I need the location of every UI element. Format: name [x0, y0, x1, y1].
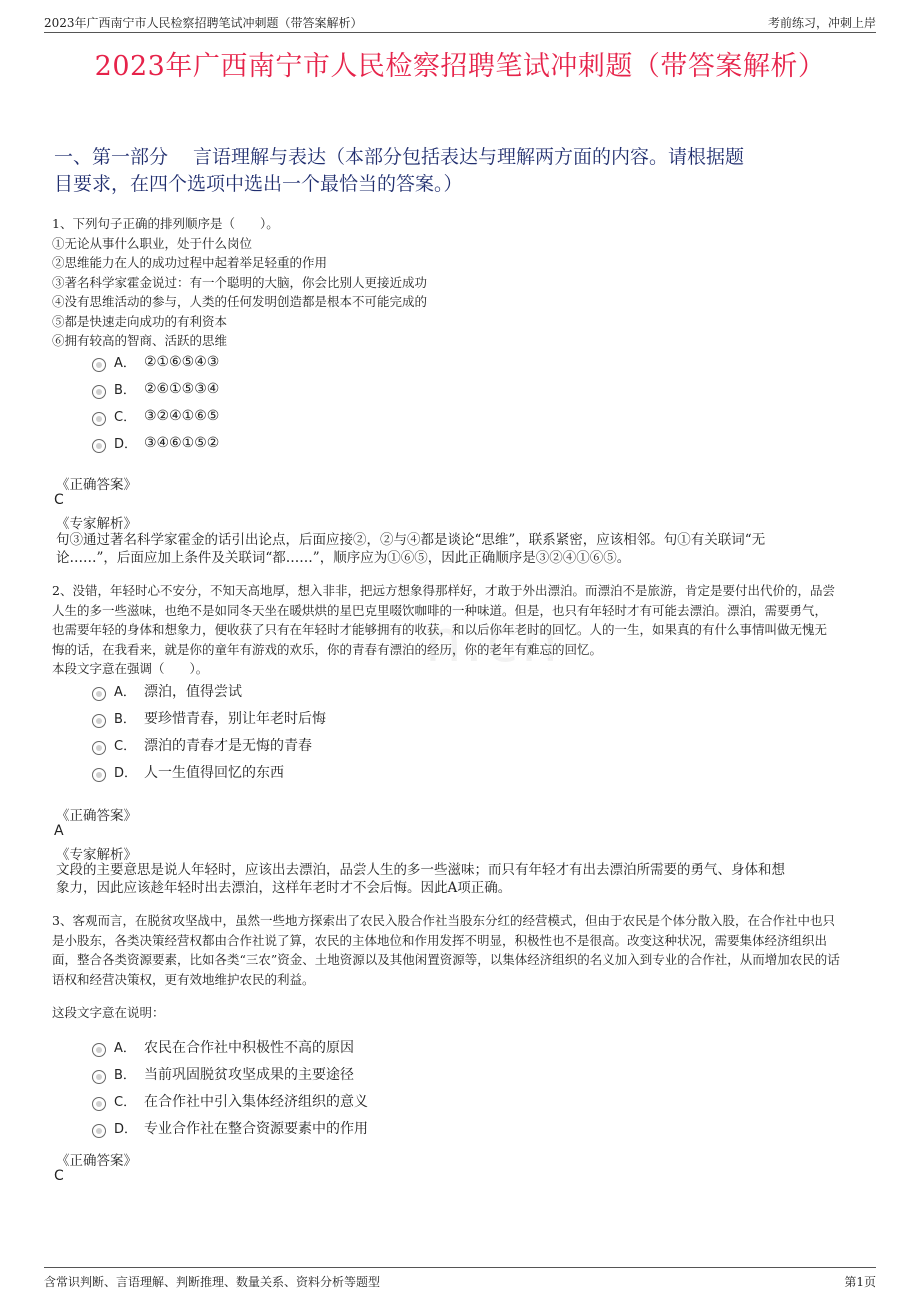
radio-icon[interactable] [92, 714, 106, 728]
page-number: 第1页 [844, 1275, 876, 1289]
correct-answer: A [54, 823, 64, 839]
radio-icon[interactable] [92, 687, 106, 701]
analysis-label: 《专家解析》 [56, 516, 137, 532]
q2-options [92, 677, 326, 785]
question-stem: 也需要年轻的身体和想象力，便收获了只有在年轻时才能够拥有的收获，和以后你年老时的回忆。人的一生，如果真的有什么事情叫做无愧无 [52, 622, 828, 637]
option-a[interactable]: A． ②①⑥⑤④③ [92, 348, 219, 375]
option-b[interactable]: B． ②⑥①⑤③④ [92, 375, 219, 402]
analysis-text: 句③通过著名科学家霍金的话引出论点，后面应接②，②与④都是谈论“思维”，联系紧密，应该相邻。句①有关联词“无 论……”，后面应加上条件及关联词“都……”，顺序应为①⑥⑤，因此正确顺序是③②④①⑥⑤。 [56, 532, 766, 566]
option-c[interactable]: C． 漂泊的青春才是无悔的青春 [92, 731, 326, 758]
question-2 [52, 581, 864, 679]
sentence-item: ⑤都是快速走向成功的有利资本 [52, 313, 228, 329]
radio-icon[interactable] [92, 741, 106, 755]
question-stem: 是小股东，各类决策经营权都由合作社说了算，农民的主体地位和作用发挥不明显，积极性也不是很高。改变这种状况，需要集体经济组织出 [52, 932, 828, 948]
section-heading-line: 一、第一部分 言语理解与表达（本部分包括表达与理解两方面的内容。请根据题 [54, 146, 745, 168]
answer-label: 《正确答案》 [56, 477, 137, 493]
option-d[interactable]: D． 专业合作社在整合资源要素中的作用 [92, 1114, 368, 1141]
section-heading [54, 144, 864, 198]
page-footer [44, 1267, 876, 1292]
radio-icon[interactable] [92, 385, 106, 399]
radio-icon[interactable] [92, 412, 106, 426]
sentence-item: ③著名科学家霍金说过：有一个聪明的大脑，你会比别人更接近成功 [52, 274, 428, 290]
option-c[interactable]: C． ③②④①⑥⑤ [92, 402, 219, 429]
correct-answer: C [54, 492, 64, 508]
question-stem: 2、没错，年轻时心不安分，不知天高地厚，想入非非，把远方想象得那样好，才敢于外出漂泊。而漂泊不是旅游，肯定是要付出代价的，品尝 [52, 583, 835, 598]
question-1 [52, 214, 864, 351]
option-a[interactable]: A． 漂泊，值得尝试 [92, 677, 326, 704]
header-doc-title: 2023年广西南宁市人民检察招聘笔试冲刺题（带答案解析） [44, 16, 363, 30]
watermark: n.cn [425, 607, 561, 675]
question-stem: 悔的话，在我看来，就是你的童年有游戏的欢乐，你的青春有漂泊的经历，你的老年有难忘的回忆。 [52, 641, 603, 657]
radio-icon[interactable] [92, 1124, 106, 1138]
radio-icon[interactable] [92, 358, 106, 372]
sentence-item: ⑥拥有较高的智商、活跃的思维 [52, 333, 228, 348]
page-title: 2023年广西南宁市人民检察招聘笔试冲刺题（带答案解析） [94, 51, 826, 82]
sentence-item: ①无论从事什么职业，处于什么岗位 [52, 235, 253, 251]
radio-icon[interactable] [92, 1097, 106, 1111]
radio-icon[interactable] [92, 768, 106, 782]
question-stem: 3、客观而言，在脱贫攻坚战中，虽然一些地方探索出了农民入股合作社当股东分红的经营模式，但由于农民是个体分散入股，在合作社中也只 [52, 913, 835, 928]
correct-answer: C [54, 1168, 64, 1184]
q3-options [92, 1033, 368, 1141]
section-heading-line: 目要求，在四个选项中选出一个最恰当的答案。） [54, 173, 463, 195]
radio-icon[interactable] [92, 439, 106, 453]
option-d[interactable]: D． 人一生值得回忆的东西 [92, 758, 326, 785]
sentence-item: ②思维能力在人的成功过程中起着举足轻重的作用 [52, 255, 328, 270]
question-prompt: 本段文字意在强调（ ）。 [52, 661, 209, 676]
footer-note: 含常识判断、言语理解、判断推理、数量关系、资料分析等题型 [44, 1275, 381, 1289]
q1-options [92, 348, 219, 456]
question-stem: 语权和经营决策权，更有效地维护农民的利益。 [52, 971, 315, 987]
option-c[interactable]: C． 在合作社中引入集体经济组织的意义 [92, 1087, 368, 1114]
answer-label: 《正确答案》 [56, 808, 137, 824]
option-b[interactable]: B． 当前巩固脱贫攻坚成果的主要途径 [92, 1060, 368, 1087]
analysis-label: 《专家解析》 [56, 847, 137, 863]
radio-icon[interactable] [92, 1070, 106, 1084]
option-d[interactable]: D． ③④⑥①⑤② [92, 429, 219, 456]
question-stem: 1、下列句子正确的排列顺序是（ ）。 [52, 216, 279, 231]
question-3 [52, 911, 864, 989]
question-stem: 人生的多一些滋味，也绝不是如同冬天坐在暖烘烘的星巴克里啜饮咖啡的一种味道。但是，也只有年轻时才有可能去漂泊。漂泊，需要勇气， [52, 602, 828, 618]
sentence-item: ④没有思维活动的参与，人类的任何发明创造都是根本不可能完成的 [52, 294, 428, 309]
radio-icon[interactable] [92, 1043, 106, 1057]
page-header [44, 10, 876, 33]
analysis-text: 文段的主要意思是说人年轻时，应该出去漂泊，品尝人生的多一些滋味；而只有年轻才有出去漂泊所需要的勇气、身体和想 象力，因此应该趁年轻时出去漂泊，这样年老时才不会后悔。因此A项正确。 [56, 862, 785, 896]
option-b[interactable]: B． 要珍惜青春，别让年老时后悔 [92, 704, 326, 731]
header-slogan: 考前练习，冲刺上岸 [767, 16, 876, 30]
question-prompt: 这段文字意在说明： [52, 1005, 165, 1020]
question-stem: 面，整合各类资源要素，比如各类“三农”资金、土地资源以及其他闲置资源等，以集体经济组织的名义加入到专业的合作社，从而增加农民的话 [52, 952, 840, 967]
option-a[interactable]: A． 农民在合作社中积极性不高的原因 [92, 1033, 368, 1060]
answer-label: 《正确答案》 [56, 1153, 137, 1169]
